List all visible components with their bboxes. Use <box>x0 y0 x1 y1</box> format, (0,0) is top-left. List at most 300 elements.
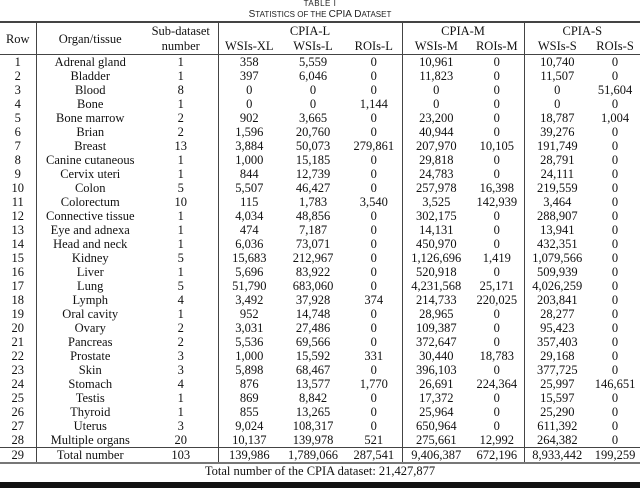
table-row <box>0 181 640 195</box>
cell-rois-m: 12,992 <box>479 433 514 447</box>
cell-row: 8 <box>14 153 21 167</box>
table-row <box>0 307 640 321</box>
cell-rois-m: 142,939 <box>476 195 518 209</box>
cell-wsis-xl: 115 <box>218 195 280 209</box>
cell-wsis-s: 611,392 <box>524 419 590 433</box>
cell-row: 9 <box>14 167 21 181</box>
cell-rois-l: 0 <box>370 405 377 419</box>
cell-wsis-xl: 397 <box>218 69 280 83</box>
cell-wsis-s: 0 <box>524 97 590 111</box>
cell-sub: 2 <box>177 125 184 139</box>
table-row <box>0 251 640 265</box>
cell-wsis-l: 13,265 <box>295 405 331 419</box>
cell-sub: 1 <box>177 307 184 321</box>
cell-rois-s: 0 <box>611 195 619 209</box>
cell-wsis-xl: 0 <box>218 97 280 111</box>
cell-organ: Cervix uteri <box>36 167 144 181</box>
cell-rois-l: 0 <box>370 237 377 251</box>
cell-rois-s: 0 <box>611 349 619 363</box>
cell-wsis-m: 450,970 <box>402 237 470 251</box>
table-row <box>0 279 640 293</box>
cell-rois-l: 0 <box>370 167 377 181</box>
table-row <box>0 139 640 153</box>
cell-rois-l: 0 <box>370 83 377 97</box>
cell-organ: Colorectum <box>36 195 144 209</box>
cell-rois-l: 1,770 <box>359 377 388 391</box>
cell-rois-s: 51,604 <box>597 83 633 97</box>
cell-rois-s: 0 <box>611 433 619 447</box>
header-rois-s: ROIs-S <box>590 39 640 55</box>
cell-rois-l: 0 <box>370 223 377 237</box>
cell-rois-l: 0 <box>370 363 377 377</box>
cell-rois-m: 0 <box>493 391 500 405</box>
cell-wsis-xl: 952 <box>218 307 280 321</box>
cell-sub: 1 <box>177 97 184 111</box>
header-wsis-s: WSIs-S <box>524 39 590 55</box>
cell-wsis-l: 69,566 <box>295 335 331 349</box>
cell-rois-s: 0 <box>611 279 619 293</box>
cell-rois-m: 0 <box>493 307 500 321</box>
cell-wsis-xl: 5,898 <box>218 363 280 377</box>
cell-rois-s: 0 <box>611 265 619 279</box>
table-row <box>0 55 640 70</box>
title-part: S <box>248 9 256 20</box>
cell-rois-s: 0 <box>611 223 619 237</box>
cell-row: 2 <box>14 69 21 83</box>
cell-wsis-s: 357,403 <box>524 335 590 349</box>
cell-sub: 1 <box>177 167 184 181</box>
cell-wsis-s: 18,787 <box>524 111 590 125</box>
cell-sub: 1 <box>177 209 184 223</box>
table-row <box>0 69 640 83</box>
cell-wsis-l: 14,748 <box>295 307 331 321</box>
table-row <box>0 195 640 209</box>
table-row <box>0 125 640 139</box>
cell-wsis-xl: 869 <box>218 391 280 405</box>
cell-rois-m: 0 <box>493 111 500 125</box>
table-row <box>0 167 640 181</box>
cell-wsis-m: 396,103 <box>402 363 470 377</box>
cell-sub: 2 <box>177 335 184 349</box>
cell-wsis-m: 25,964 <box>402 405 470 419</box>
cell-wsis-m: 0 <box>402 83 470 97</box>
table-row <box>0 321 640 335</box>
cell-row: 1 <box>14 55 21 69</box>
cell-wsis-xl: 10,137 <box>218 433 280 448</box>
cell-rois-s: 0 <box>611 419 619 433</box>
cell-rois-s: 0 <box>611 293 619 307</box>
cell-wsis-m: 1,126,696 <box>402 251 470 265</box>
cell-wsis-s: 219,559 <box>524 181 590 195</box>
cell-sub: 2 <box>177 321 184 335</box>
cell-rois-m: 0 <box>493 209 500 223</box>
cell-wsis-xl: 139,986 <box>218 448 280 464</box>
cell-organ: Testis <box>36 391 144 405</box>
cell-wsis-xl: 1,000 <box>218 153 280 167</box>
cell-wsis-m: 10,961 <box>402 55 470 70</box>
cell-rois-m: 0 <box>493 265 500 279</box>
cell-sub: 5 <box>177 251 184 265</box>
cell-wsis-xl: 844 <box>218 167 280 181</box>
cell-sub: 8 <box>177 83 184 97</box>
grand-total: Total number of the CPIA dataset: 21,427,877 <box>204 464 436 478</box>
header-rois-m: ROIs-M <box>470 39 524 55</box>
cell-organ: Eye and adnexa <box>36 223 144 237</box>
cell-wsis-s: 28,277 <box>524 307 590 321</box>
cell-row: 20 <box>11 321 24 335</box>
cell-rois-m: 1,419 <box>482 251 511 265</box>
cell-row: 14 <box>11 237 24 251</box>
cell-rois-m: 25,171 <box>479 279 514 293</box>
cell-rois-l: 0 <box>370 335 377 349</box>
cell-wsis-m: 302,175 <box>402 209 470 223</box>
table-row <box>0 265 640 279</box>
cell-wsis-s: 1,079,566 <box>524 251 590 265</box>
grand-total-row <box>0 463 640 479</box>
cell-row: 6 <box>14 125 21 139</box>
table-row <box>0 335 640 349</box>
cell-organ: Multiple organs <box>36 433 144 448</box>
cell-rois-s: 1,004 <box>600 111 630 125</box>
cell-wsis-l: 73,071 <box>295 237 331 251</box>
cell-wsis-m: 275,661 <box>402 433 470 448</box>
cell-rois-s: 0 <box>611 139 619 153</box>
cell-row: 10 <box>11 181 24 195</box>
cell-sub: 10 <box>174 195 187 209</box>
cell-sub: 1 <box>177 405 184 419</box>
cell-rois-m: 0 <box>493 335 500 349</box>
cell-rois-m: 0 <box>493 419 500 433</box>
cell-rois-l: 0 <box>370 251 377 265</box>
cell-row: 22 <box>11 349 24 363</box>
cell-sub: 1 <box>177 265 184 279</box>
cell-wsis-s: 39,276 <box>524 125 590 139</box>
table-title <box>0 9 640 20</box>
header-group-cpia-m: CPIA-M <box>402 22 524 39</box>
cell-rois-s: 0 <box>611 405 619 419</box>
cell-wsis-m: 257,978 <box>402 181 470 195</box>
header-group-cpia-s: CPIA-S <box>524 22 640 39</box>
cell-rois-s: 0 <box>611 55 619 69</box>
cell-wsis-s: 191,749 <box>524 139 590 153</box>
title-part: TATISTICS OF THE <box>255 10 329 19</box>
header-group-cpia-l: CPIA-L <box>218 22 402 39</box>
cell-rois-s: 199,259 <box>590 448 640 464</box>
cell-wsis-m: 17,372 <box>402 391 470 405</box>
cell-row: 29 <box>0 448 36 464</box>
cell-wsis-s: 28,791 <box>524 153 590 167</box>
cell-organ: Ovary <box>36 321 144 335</box>
cell-wsis-s: 25,290 <box>524 405 590 419</box>
table-row <box>0 237 640 251</box>
cell-wsis-m: 207,970 <box>402 139 470 153</box>
cell-rois-s: 0 <box>611 209 619 223</box>
cell-wsis-m: 109,387 <box>402 321 470 335</box>
cell-rois-l: 3,540 <box>359 195 388 209</box>
cell-sub: 5 <box>177 181 184 195</box>
cell-wsis-xl: 1,000 <box>218 349 280 363</box>
cell-organ: Skin <box>36 363 144 377</box>
cell-wsis-l: 0 <box>309 97 317 111</box>
cell-wsis-m: 3,525 <box>402 195 470 209</box>
cell-rois-m: 10,105 <box>479 139 514 153</box>
cell-wsis-s: 8,933,442 <box>524 448 590 464</box>
cell-rois-m: 0 <box>493 83 500 97</box>
cell-sub: 20 <box>174 433 187 447</box>
cell-row: 11 <box>11 195 24 209</box>
cell-rois-m: 0 <box>493 97 500 111</box>
cell-rois-s: 0 <box>611 181 619 195</box>
cell-wsis-l: 3,665 <box>298 111 328 125</box>
cell-wsis-l: 0 <box>309 83 317 97</box>
cell-wsis-s: 203,841 <box>524 293 590 307</box>
cell-rois-l: 279,861 <box>353 139 395 153</box>
cell-wsis-xl: 6,036 <box>218 237 280 251</box>
header-wsis-xl: WSIs-XL <box>218 39 280 55</box>
cell-row: 27 <box>11 419 24 433</box>
cell-sub: 1 <box>177 391 184 405</box>
cell-organ: Colon <box>36 181 144 195</box>
cell-wsis-s: 0 <box>524 83 590 97</box>
cell-wsis-l: 6,046 <box>298 69 328 83</box>
cell-wsis-xl: 5,536 <box>218 335 280 349</box>
cell-rois-l: 0 <box>370 55 377 69</box>
table-body <box>0 55 640 480</box>
cell-wsis-s: 288,907 <box>524 209 590 223</box>
cell-wsis-m: 520,918 <box>402 265 470 279</box>
cell-rois-s: 0 <box>611 335 619 349</box>
cell-organ: Bone marrow <box>36 111 144 125</box>
cell-sub: 3 <box>177 349 184 363</box>
cell-organ: Lymph <box>36 293 144 307</box>
table-row <box>0 419 640 433</box>
table-row <box>0 83 640 97</box>
cell-wsis-xl: 3,492 <box>218 293 280 307</box>
cell-rois-m: 0 <box>493 69 500 83</box>
cell-rois-l: 287,541 <box>346 448 402 464</box>
cell-wsis-l: 108,317 <box>292 419 334 433</box>
cell-sub: 3 <box>177 363 184 377</box>
cell-rois-l: 0 <box>370 307 377 321</box>
cell-sub: 1 <box>177 69 184 83</box>
cell-row: 19 <box>11 307 24 321</box>
cell-wsis-l: 20,760 <box>295 125 331 139</box>
cell-wsis-xl: 1,596 <box>218 125 280 139</box>
cell-wsis-xl: 902 <box>218 111 280 125</box>
cell-organ: Stomach <box>36 377 144 391</box>
cell-wsis-m: 40,944 <box>402 125 470 139</box>
cell-rois-s: 0 <box>611 307 619 321</box>
cell-rois-m: 0 <box>493 321 500 335</box>
cell-wsis-l: 7,187 <box>298 223 328 237</box>
cell-sub: 5 <box>177 279 184 293</box>
cell-organ: Head and neck <box>36 237 144 251</box>
cell-wsis-s: 13,941 <box>524 223 590 237</box>
table-row <box>0 349 640 363</box>
cell-wsis-xl: 855 <box>218 405 280 419</box>
cell-row: 5 <box>14 111 21 125</box>
cell-wsis-m: 23,200 <box>402 111 470 125</box>
header-organ: Organ/tissue <box>36 22 144 55</box>
cell-row: 7 <box>14 139 21 153</box>
cell-wsis-l: 68,467 <box>295 363 331 377</box>
cell-organ: Thyroid <box>36 405 144 419</box>
cell-organ: Oral cavity <box>36 307 144 321</box>
cell-organ: Brian <box>36 125 144 139</box>
cell-rois-l: 0 <box>370 419 377 433</box>
cell-wsis-l: 8,842 <box>298 391 328 405</box>
cell-wsis-l: 37,928 <box>295 293 331 307</box>
cell-rois-m: 0 <box>493 167 500 181</box>
cell-rois-m: 18,783 <box>479 349 514 363</box>
cell-rois-s: 0 <box>611 321 619 335</box>
cell-wsis-l: 212,967 <box>292 251 334 265</box>
cell-row: 28 <box>11 433 24 447</box>
cell-wsis-xl: 5,507 <box>218 181 280 195</box>
cell-rois-s: 0 <box>611 391 619 405</box>
cell-wsis-l: 27,486 <box>295 321 331 335</box>
cell-row: 18 <box>11 293 24 307</box>
cell-rois-l: 374 <box>364 293 384 307</box>
cell-organ: Kidney <box>36 251 144 265</box>
cell-rois-m: 0 <box>493 153 500 167</box>
cell-rois-l: 0 <box>370 209 377 223</box>
cell-wsis-m: 26,691 <box>402 377 470 391</box>
cell-wsis-m: 372,647 <box>402 335 470 349</box>
title-part: CPIA <box>328 9 352 20</box>
cell-rois-s: 0 <box>611 69 619 83</box>
cell-rois-l: 0 <box>370 69 377 83</box>
cell-rois-m: 224,364 <box>476 377 518 391</box>
cell-rois-l: 331 <box>364 349 384 363</box>
cell-organ: Bone <box>36 97 144 111</box>
cell-sub: 1 <box>177 55 184 69</box>
cell-wsis-s: 24,111 <box>524 167 590 181</box>
cell-wsis-m: 4,231,568 <box>402 279 470 293</box>
cell-organ: Blood <box>36 83 144 97</box>
cell-wsis-s: 432,351 <box>524 237 590 251</box>
cell-organ: Adrenal gland <box>36 55 144 70</box>
table-row <box>0 97 640 111</box>
cell-organ: Pancreas <box>36 335 144 349</box>
table-row <box>0 209 640 223</box>
bottom-bar <box>0 482 640 488</box>
cell-wsis-l: 5,559 <box>298 55 328 69</box>
cell-sub: 1 <box>177 223 184 237</box>
cell-rois-m: 0 <box>493 55 500 69</box>
cell-sub: 4 <box>177 377 184 391</box>
cell-rois-m: 0 <box>493 363 500 377</box>
table-row <box>0 433 640 448</box>
header-row-1 <box>0 22 640 39</box>
cell-rois-s: 0 <box>611 97 619 111</box>
cell-rois-s: 146,651 <box>594 377 636 391</box>
cell-wsis-l: 50,073 <box>295 139 331 153</box>
cell-wsis-xl: 474 <box>218 223 280 237</box>
cell-sub: 103 <box>144 448 218 464</box>
cell-wsis-xl: 51,790 <box>218 279 280 293</box>
cell-rois-m: 0 <box>493 223 500 237</box>
cell-row: 16 <box>11 265 24 279</box>
cell-wsis-l: 1,789,066 <box>280 448 346 464</box>
cell-wsis-l: 1,783 <box>298 195 328 209</box>
cell-sub: 4 <box>177 293 184 307</box>
cell-wsis-s: 11,507 <box>524 69 590 83</box>
cell-row: 13 <box>11 223 24 237</box>
statistics-table <box>0 21 640 479</box>
cell-rois-s: 0 <box>611 237 619 251</box>
cell-sub: 1 <box>177 153 184 167</box>
header-rois-l: ROIs-L <box>346 39 402 55</box>
cell-wsis-s: 10,740 <box>524 55 590 70</box>
cell-rois-m: 220,025 <box>476 293 518 307</box>
cell-row: 3 <box>14 83 21 97</box>
table-row <box>0 405 640 419</box>
cell-sub: 2 <box>177 111 184 125</box>
cell-wsis-s: 25,997 <box>524 377 590 391</box>
table-row <box>0 293 640 307</box>
cell-organ: Breast <box>36 139 144 153</box>
cell-wsis-m: 11,823 <box>402 69 470 83</box>
cell-wsis-s: 15,597 <box>524 391 590 405</box>
cell-rois-s: 0 <box>611 251 619 265</box>
cell-wsis-l: 46,427 <box>295 181 331 195</box>
table-row <box>0 377 640 391</box>
cell-wsis-l: 48,856 <box>295 209 331 223</box>
cell-rois-l: 0 <box>370 279 377 293</box>
cell-wsis-m: 0 <box>402 97 470 111</box>
cell-rois-l: 0 <box>370 153 377 167</box>
cell-wsis-m: 29,818 <box>402 153 470 167</box>
cell-row: 12 <box>11 209 24 223</box>
table-label: TABLE I <box>303 0 337 8</box>
cell-wsis-xl: 5,696 <box>218 265 280 279</box>
cell-wsis-l: 13,577 <box>295 377 331 391</box>
cell-rois-l: 0 <box>370 321 377 335</box>
cell-organ: Total number <box>36 448 144 464</box>
table-row <box>0 223 640 237</box>
cell-rois-s: 0 <box>611 167 619 181</box>
cell-rois-l: 0 <box>370 265 377 279</box>
header-subdataset-line1: Sub-dataset <box>144 22 218 39</box>
cell-wsis-l: 15,185 <box>295 153 331 167</box>
cell-rois-l: 0 <box>370 391 377 405</box>
cell-sub: 1 <box>177 237 184 251</box>
title-part: ATASET <box>361 10 392 19</box>
cell-wsis-xl: 358 <box>218 55 280 70</box>
cell-rois-m: 0 <box>493 405 500 419</box>
cell-wsis-s: 95,423 <box>524 321 590 335</box>
cell-row: 24 <box>11 377 24 391</box>
cell-row: 15 <box>11 251 24 265</box>
cell-wsis-m: 214,733 <box>402 293 470 307</box>
cell-organ: Liver <box>36 265 144 279</box>
cell-wsis-s: 3,464 <box>524 195 590 209</box>
cell-organ: Uterus <box>36 419 144 433</box>
cell-wsis-xl: 15,683 <box>218 251 280 265</box>
cell-wsis-s: 377,725 <box>524 363 590 377</box>
cell-wsis-xl: 3,884 <box>218 139 280 153</box>
cell-wsis-m: 28,965 <box>402 307 470 321</box>
header-wsis-m: WSIs-M <box>402 39 470 55</box>
total-row <box>0 448 640 464</box>
cell-rois-l: 521 <box>364 433 384 447</box>
cell-wsis-m: 14,131 <box>402 223 470 237</box>
title-part: D <box>351 9 362 20</box>
header-row-num: Row <box>0 22 36 55</box>
cell-wsis-xl: 9,024 <box>218 419 280 433</box>
cell-wsis-xl: 0 <box>218 83 280 97</box>
